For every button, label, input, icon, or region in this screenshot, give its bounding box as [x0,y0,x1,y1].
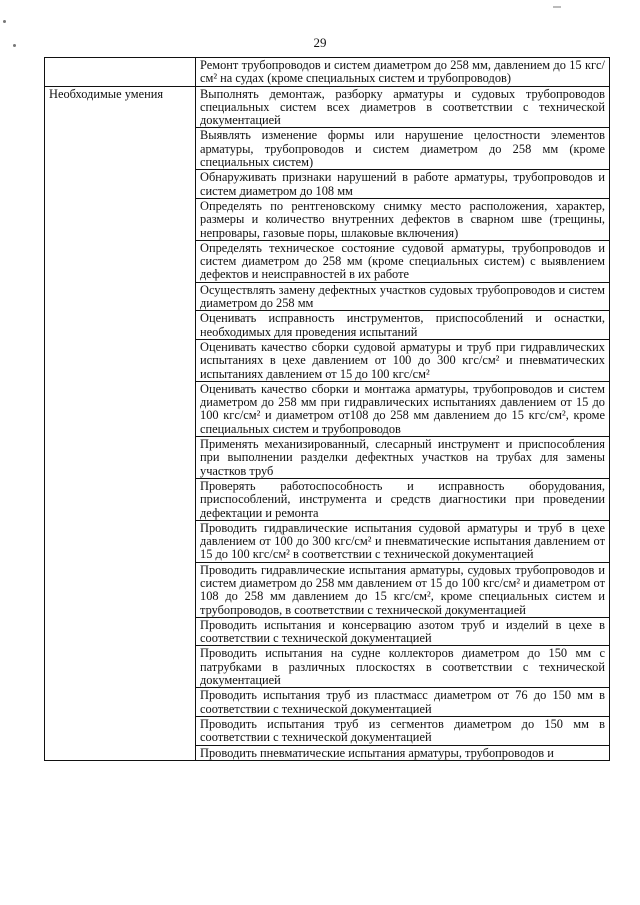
skill-item: Оценивать качество сборки судовой арматуры и труб при гидравлических испытаниях в цехе давлением от 100 до 300 кгс/см² и пневматических испытаниях давлением от 15 до 100 кгс/см² [196,339,610,381]
skill-item: Проводить испытания и консервацию азотом труб и изделий в цехе в соответствии с технической документацией [196,617,610,646]
skill-item: Обнаруживать признаки нарушений в работе арматуры, трубопроводов и систем диаметром до 108 мм [196,170,610,199]
skill-item: Проводить испытания на судне коллекторов диаметром до 150 мм с патрубками в различных плоскостях в соответствии с технической документацией [196,646,610,688]
scan-speck [13,44,16,47]
table-cell-carry-over: Ремонт трубопроводов и систем диаметром до 258 мм, давлением до 15 кгс/см² на судах (кроме специальных систем и трубопроводов) [196,58,610,87]
skill-item: Выполнять демонтаж, разборку арматуры и судовых трубопроводов специальных систем всех диаметров в соответствии с технической документацией [196,86,610,128]
skills-table [44,57,610,761]
skill-item: Оценивать исправность инструментов, приспособлений и оснастки, необходимых для проведения испытаний [196,311,610,340]
skill-item: Проверять работоспособность и исправность оборудования, приспособлений, инструмента и средств диагностики при проведении дефектации и ремонта [196,478,610,520]
skill-item: Определять техническое состояние судовой арматуры, трубопроводов и систем диаметром до 258 мм (кроме специальных систем) с выявлением дефектов и неисправностей в их работе [196,240,610,282]
table-row [45,86,610,128]
skill-item: Применять механизированный, слесарный инструмент и приспособления при выполнении разделки дефектных участков на трубах для замены участков труб [196,437,610,479]
skill-item: Проводить испытания труб из пластмасс диаметром от 76 до 150 мм в соответствии с технической документацией [196,688,610,717]
section-label: Необходимые умения [45,86,196,760]
skill-item: Определять по рентгеновскому снимку место расположения, характер, размеры и количество внутренних дефектов в сварном шве (трещины, непровары, газовые поры, шлаковые включения) [196,198,610,240]
skill-item: Проводить гидравлические испытания судовой арматуры и труб в цехе давлением от 100 до 300 кгс/см² и пневматические испытания давлением от 15 до 100 кгс/см² в соответствии с технической документацией [196,520,610,562]
scan-speck [3,20,6,23]
skill-item: Выявлять изменение формы или нарушение целостности элементов арматуры, трубопроводов и систем диаметром до 258 мм (кроме специальных систем) [196,128,610,170]
skill-item: Проводить испытания труб из сегментов диаметром до 150 мм в соответствии с технической документацией [196,716,610,745]
skill-item: Проводить гидравлические испытания арматуры, судовых трубопроводов и систем диаметром до 258 мм давлением от 15 до 100 кгс/см² и диаметром от 108 до 258 мм давлением до 15 кгс/см², кроме специальных систем и трубопроводов, в соответствии с технической документацией [196,562,610,617]
skill-item: Осуществлять замену дефектных участков судовых трубопроводов и систем диаметром до 258 мм [196,282,610,311]
page-number: 29 [313,35,327,50]
table-row [45,58,610,87]
skill-item: Оценивать качество сборки и монтажа арматуры, трубопроводов и систем диаметром до 258 мм при гидравлических испытаниях давлением от 15 до 100 кгс/см² и диаметром от108 до 258 мм давлением до 15 кгс/см², кроме специальных систем и трубопроводов [196,381,610,436]
skills-table-body [45,58,610,761]
table-cell-empty [45,58,196,87]
scan-speck [553,6,561,8]
skill-item: Проводить пневматические испытания арматуры, трубопроводов и [196,745,610,760]
